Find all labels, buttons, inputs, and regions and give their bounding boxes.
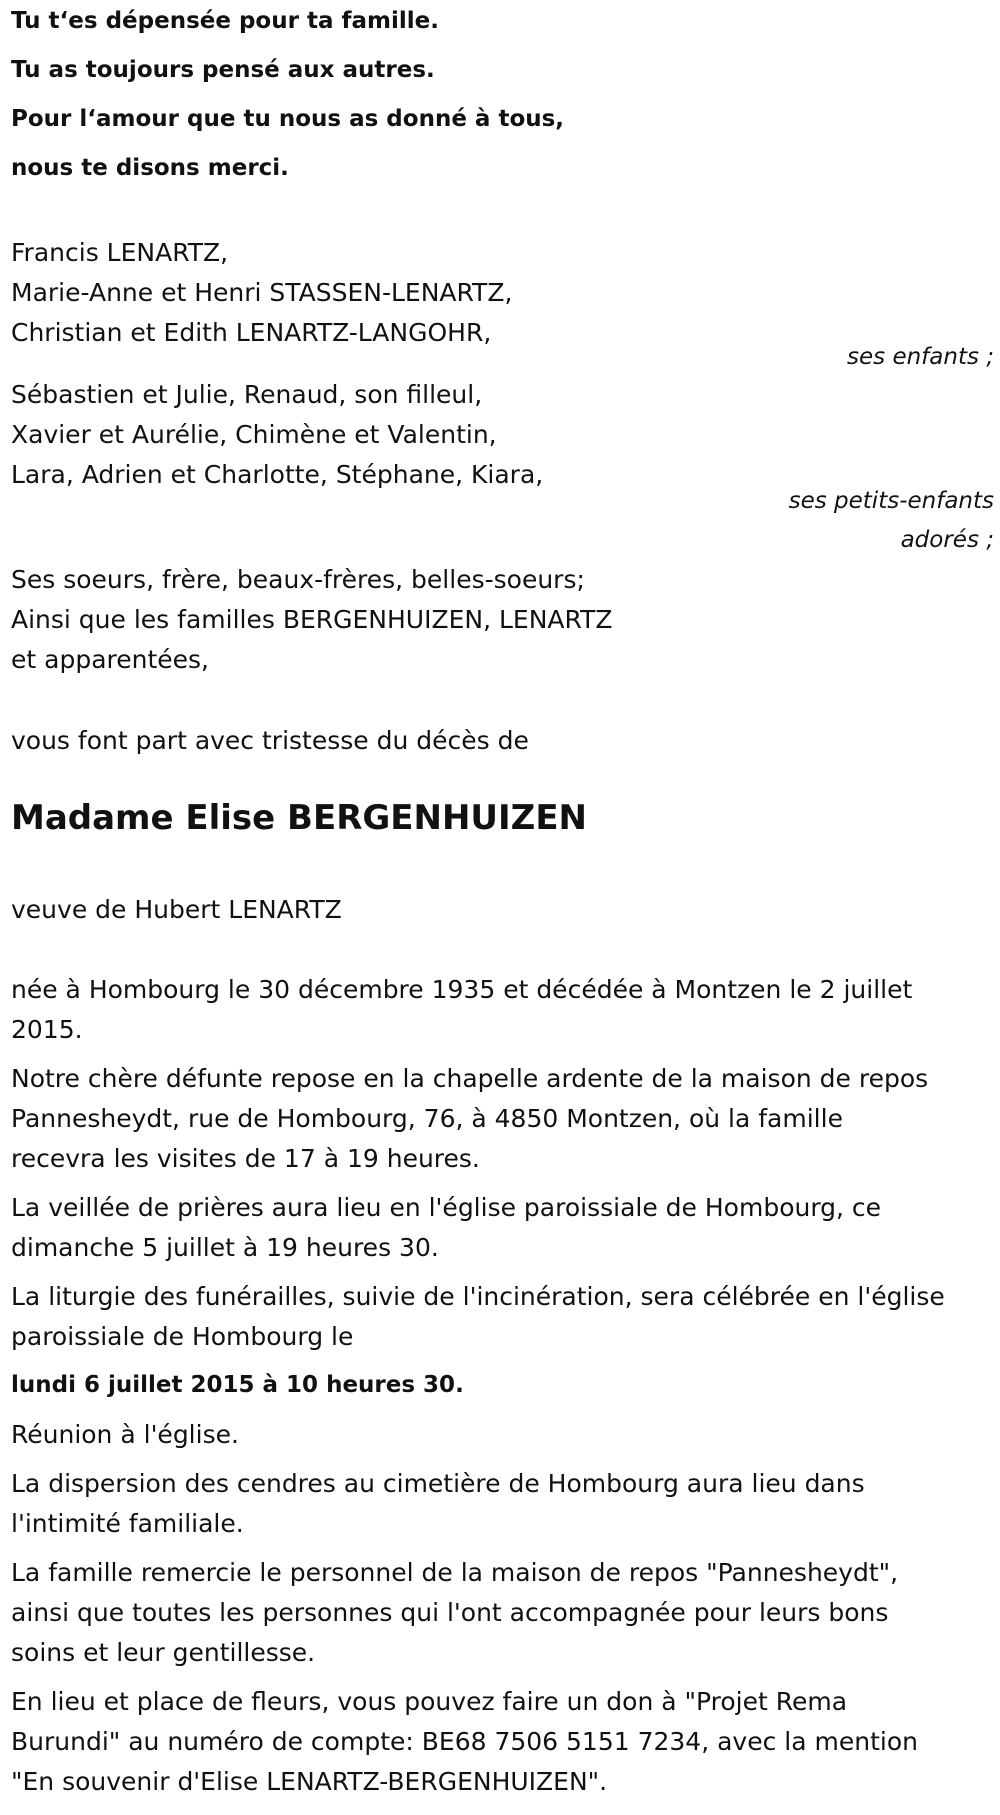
family-line-1: Ses soeurs, frère, beaux-frères, belles-soeurs; (11, 565, 585, 594)
body-line-1: née à Hombourg le 30 décembre 1935 et décédée à Montzen le 2 juillet (11, 975, 913, 1004)
body2-line-7: En lieu et place de fleurs, vous pouvez faire un don à "Projet Rema (11, 1687, 848, 1716)
grandchildren-role-2: adorés ; (900, 527, 994, 553)
grandchildren-line-1: Sébastien et Julie, Renaud, son filleul, (11, 380, 483, 409)
body-line-5: recevra les visites de 17 à 19 heures. (11, 1144, 480, 1173)
widow-line: veuve de Hubert LENARTZ (11, 895, 342, 924)
body2-line-4: La famille remercie le personnel de la maison de repos "Pannesheydt", (11, 1558, 899, 1587)
body-line-8: La liturgie des funérailles, suivie de l'incinération, sera célébrée en l'église (11, 1282, 945, 1311)
children-role: ses enfants ; (847, 344, 994, 370)
body2-line-2: La dispersion des cendres au cimetière de Hombourg aura lieu dans (11, 1469, 865, 1498)
verse-line-4: nous te disons merci. (11, 155, 289, 181)
body-line-4: Pannesheydt, rue de Hombourg, 76, à 4850 Montzen, où la famille (11, 1104, 843, 1133)
children-line-3: Christian et Edith LENARTZ-LANGOHR, (11, 318, 492, 347)
verse-line-3: Pour l‘amour que tu nous as donné à tous, (11, 106, 565, 132)
body-line-2: 2015. (11, 1015, 83, 1044)
grandchildren-line-2: Xavier et Aurélie, Chimène et Valentin, (11, 420, 497, 449)
body-line-9: paroissiale de Hombourg le (11, 1322, 354, 1351)
body2-line-9: "En souvenir d'Elise LENARTZ-BERGENHUIZEN". (11, 1767, 608, 1796)
deceased-name: Madame Elise BERGENHUIZEN (11, 798, 588, 838)
grandchildren-line-3: Lara, Adrien et Charlotte, Stéphane, Kiara, (11, 460, 544, 489)
verse-line-2: Tu as toujours pensé aux autres. (11, 57, 435, 83)
family-line-3: et apparentées, (11, 645, 209, 674)
body2-line-8: Burundi" au numéro de compte: BE68 7506 5151 7234, avec la mention (11, 1727, 918, 1756)
children-line-1: Francis LENARTZ, (11, 238, 229, 267)
body2-line-1: Réunion à l'église. (11, 1420, 239, 1449)
body2-line-6: soins et leur gentillesse. (11, 1638, 316, 1667)
announcement: vous font part avec tristesse du décès de (11, 726, 529, 755)
verse-line-1: Tu t‘es dépensée pour ta famille. (11, 8, 439, 34)
body-line-3: Notre chère défunte repose en la chapelle ardente de la maison de repos (11, 1064, 929, 1093)
body-line-7: dimanche 5 juillet à 19 heures 30. (11, 1233, 439, 1262)
family-line-2: Ainsi que les familles BERGENHUIZEN, LENARTZ (11, 605, 613, 634)
grandchildren-role-1: ses petits-enfants (788, 488, 994, 514)
body-line-6: La veillée de prières aura lieu en l'église paroissiale de Hombourg, ce (11, 1193, 882, 1222)
funeral-date: lundi 6 juillet 2015 à 10 heures 30. (11, 1372, 464, 1398)
body2-line-3: l'intimité familiale. (11, 1509, 244, 1538)
body2-line-5: ainsi que toutes les personnes qui l'ont accompagnée pour leurs bons (11, 1598, 889, 1627)
children-line-2: Marie-Anne et Henri STASSEN-LENARTZ, (11, 278, 513, 307)
